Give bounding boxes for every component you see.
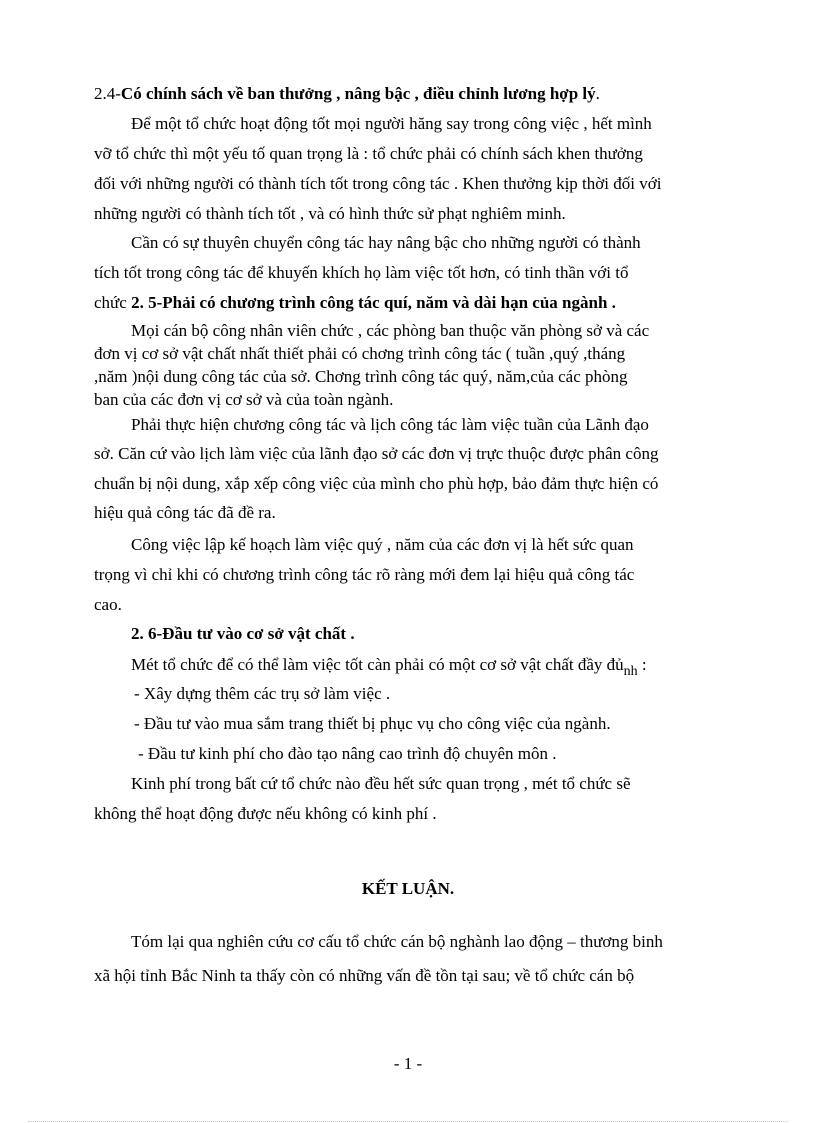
list-item: - Đầu tư vào mua sắm trang thiết bị phục vụ cho công việc của ngành. [134, 714, 611, 733]
paragraph-line: không thể hoạt động được nếu không có kinh phí . [94, 804, 437, 823]
heading-2-4 [94, 84, 600, 104]
paragraph-line: đối với những người có thành tích tốt trong công tác . Khen thưởng kịp thời đối với [94, 174, 662, 193]
intro-subscript: nh [623, 664, 638, 679]
paragraph-line: ,năm )nội dung công tác của sở. Chơng trình công tác quý, năm,của các phòng [94, 367, 628, 386]
paragraph-line: vỡ tổ chức thì một yếu tố quan trọng là : tổ chức phải có chính sách khen thưởng [94, 144, 643, 163]
paragraph-line: tích tốt trong công tác để khuyến khích họ làm việc tốt hơn, có tinh thần với tổ [94, 263, 629, 282]
paragraph-line: sở. Căn cứ vào lịch làm việc của lãnh đạo sở các đơn vị trực thuộc được phân công [94, 444, 659, 463]
paragraph-line: những người có thành tích tốt , và có hình thức sử phạt nghiêm minh. [94, 204, 566, 223]
heading-2-6: 2. 6-Đầu tư vào cơ sở vật chất . [131, 624, 355, 643]
heading-2-5-title: 2. 5-Phải có chương trình công tác quí, năm và dài hạn của ngành . [131, 293, 616, 312]
paragraph-line: Phải thực hiện chương công tác và lịch công tác làm việc tuần của Lãnh đạo [131, 415, 649, 434]
heading-2-4-number: 2.4- [94, 84, 121, 103]
heading-2-4-title: Có chính sách về ban thưởng , nâng bậc , điều chỉnh lương hợp lý [120, 84, 596, 103]
paragraph-line: đơn vị cơ sở vật chất nhất thiết phải có chơng trình công tác ( tuần ,quý ,tháng [94, 344, 626, 363]
paragraph-line: Công việc lập kế hoạch làm việc quý , năm của các đơn vị là hết sức quan [131, 535, 634, 554]
intro-text: Mét tổ chức để có thể làm việc tốt càn phải có một cơ sở vật chất đầy đủ [131, 655, 624, 674]
paragraph-line: cao. [94, 595, 122, 614]
heading-2-5 [94, 293, 616, 313]
conclusion-title: KẾT LUẬN. [361, 879, 455, 898]
paragraph-line [131, 655, 647, 677]
paragraph-line: Kinh phí trong bất cứ tổ chức nào đều hết sức quan trọng , mét tổ chức sẽ [131, 774, 631, 793]
paragraph-line: xã hội tỉnh Bắc Ninh ta thấy còn có những vấn đề tồn tại sau; về tổ chức cán bộ [94, 966, 635, 985]
paragraph-line: Cần có sự thuyên chuyển công tác hay nâng bậc cho những người có thành [131, 233, 641, 252]
paragraph-line: Mọi cán bộ công nhân viên chức , các phòng ban thuộc văn phòng sở và các [131, 321, 650, 340]
page-bottom-rule [28, 1121, 788, 1122]
heading-2-5-prefix: chức [94, 293, 132, 312]
paragraph-line: hiệu quả công tác đã đề ra. [94, 503, 276, 522]
paragraph-line: trọng vì chỉ khi có chương trình công tác rõ ràng mới đem lại hiệu quả công tác [94, 565, 635, 584]
paragraph-line: chuẩn bị nội dung, xắp xếp công việc của mình cho phù hợp, bảo đảm thực hiện có [94, 474, 659, 493]
heading-2-4-tail: . [595, 84, 600, 103]
intro-tail: : [637, 655, 647, 674]
page-number: - 1 - [393, 1054, 423, 1073]
paragraph-line: Tóm lại qua nghiên cứu cơ cấu tổ chức cán bộ nghành lao động – thương binh [131, 932, 663, 951]
list-item: - Xây dựng thêm các trụ sở làm việc . [134, 684, 391, 703]
paragraph-line: Để một tổ chức hoạt động tốt mọi người hăng say trong công việc , hết mình [131, 114, 652, 133]
list-item: - Đầu tư kinh phí cho đào tạo nâng cao trình độ chuyên môn . [138, 744, 557, 763]
paragraph-line: ban của các đơn vị cơ sở và của toàn ngành. [94, 390, 394, 409]
